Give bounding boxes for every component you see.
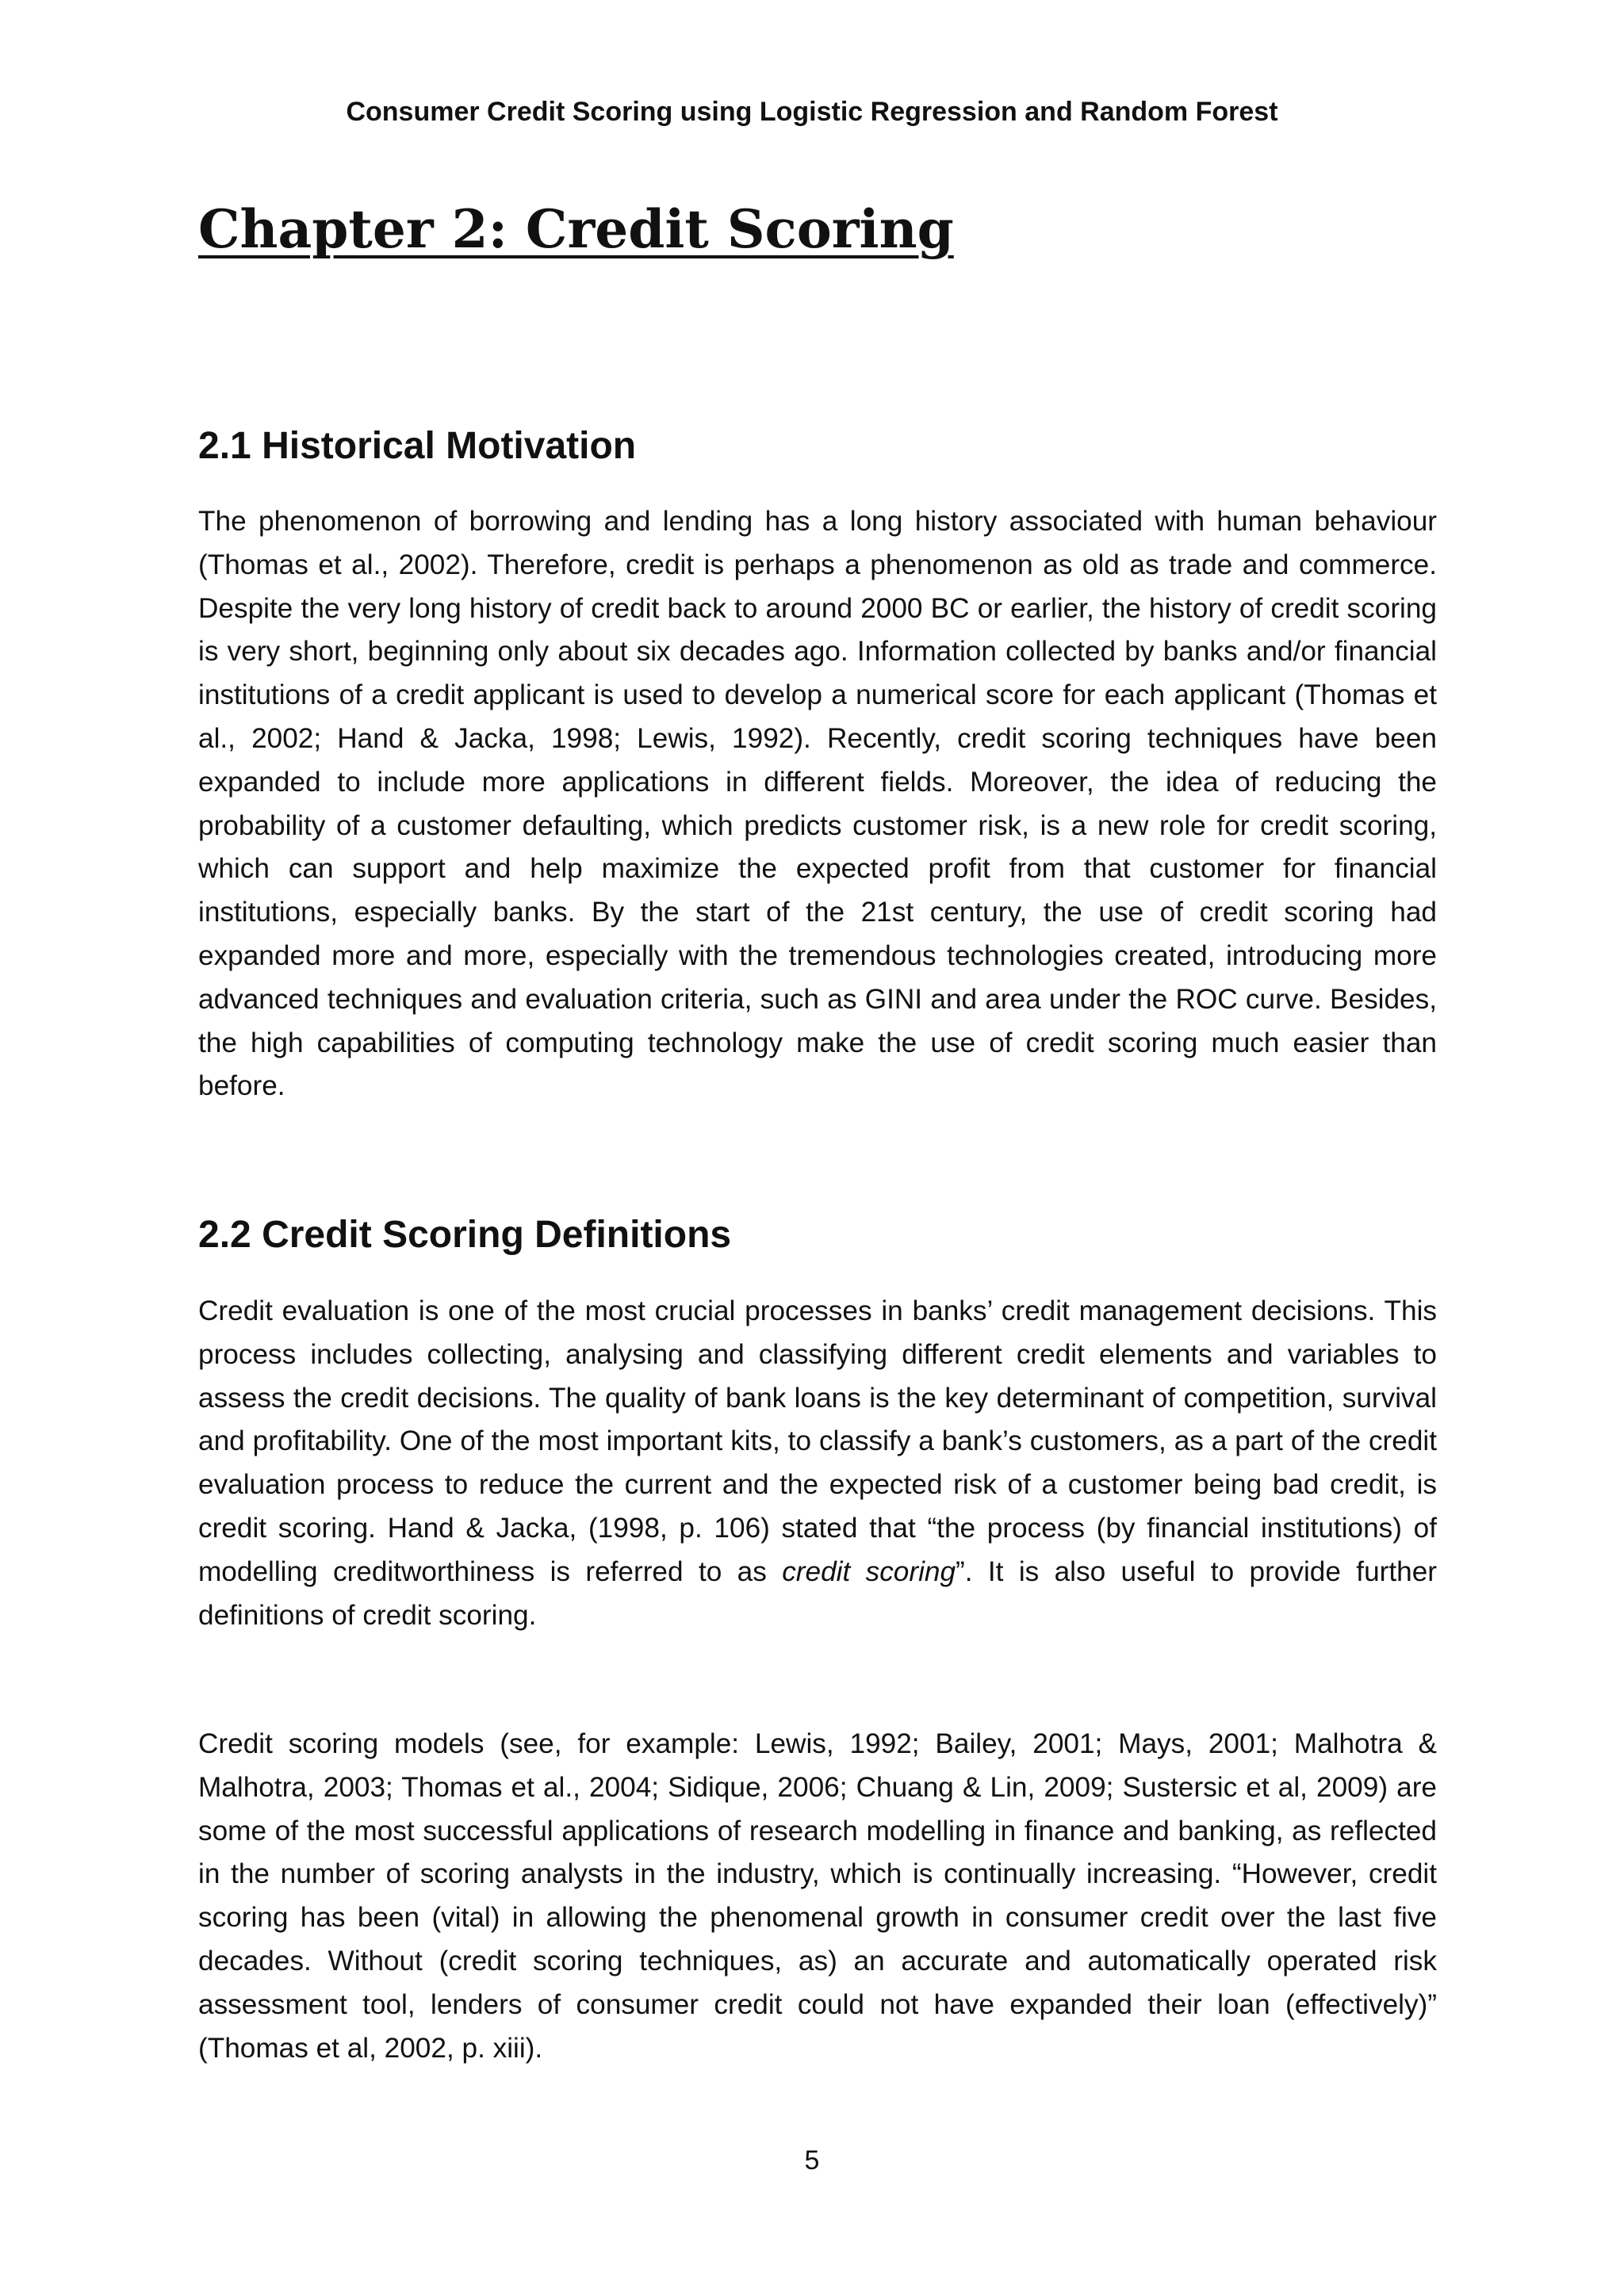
running-header: Consumer Credit Scoring using Logistic Regression and Random Forest	[346, 97, 1278, 127]
chapter-title: Chapter 2: Credit Scoring	[198, 198, 954, 260]
paragraph-text-segment: ”. It is also useful to provide further definitions of credit scoring.	[198, 1556, 1437, 1631]
italic-term-credit-scoring: credit scoring	[782, 1556, 956, 1587]
section-title-historical-motivation: 2.1 Historical Motivation	[198, 425, 637, 467]
paragraph-historical-motivation: The phenomenon of borrowing and lending has a long history associated with human behaviour (Thomas et al., 2002). Therefore, credit is perhaps a phenomenon as old as trade and commerce. Despite the very long history of credit back to around 2000 BC or earlier, the history of credit scoring is very short, beginning only about six decades ago. Information collected by banks and/or financial institutions of a credit applicant is used to develop a numerical score for each applicant (Thomas et al., 2002; Hand & Jacka, 1998; Lewis, 1992). Recently, credit scoring techniques have been expanded to include more applications in different fields. Moreover, the idea of reducing the probability of a customer defaulting, which predicts customer risk, is a new role for credit scoring, which can support and help maximize the expected profit from that customer for financial institutions, especially banks. By the start of the 21st century, the use of credit scoring had expanded more and more, especially with the tremendous technologies created, introducing more advanced techniques and evaluation criteria, such as GINI and area under the ROC curve. Besides, the high capabilities of computing technology make the use of credit scoring much easier than before.	[198, 506, 1437, 1102]
page-number: 5	[804, 2145, 820, 2175]
paragraph-credit-scoring-models: Credit scoring models (see, for example: Lewis, 1992; Bailey, 2001; Mays, 2001; Malhotra & Malhotra, 2003; Thomas et al., 2004; Sidique, 2006; Chuang & Lin, 2009; Sustersic et al, 2009) are some of the most successful applications of research modelling in finance and banking, as reflected in the number of scoring analysts in the industry, which is continually increasing. “However, credit scoring has been (vital) in allowing the phenomenal growth in consumer credit over the last five decades. Without (credit scoring techniques, as) an accurate and automatically operated risk assessment tool, lenders of consumer credit could not have expanded their loan (effectively)” (Thomas et al, 2002, p. xiii).	[198, 1728, 1437, 2064]
paragraph-credit-evaluation	[198, 1290, 1437, 1637]
paragraph-text-segment: Credit evaluation is one of the most crucial processes in banks’ credit management decisions. This process includes collecting, analysing and classifying different credit elements and variables to assess the credit decisions. The quality of bank loans is the key determinant of competition, survival and profitability. One of the most important kits, to classify a bank’s customers, as a part of the credit evaluation process to reduce the current and the expected risk of a customer being bad credit, is credit scoring. Hand & Jacka, (1998, p. 106) stated that “the process (by financial institutions) of modelling creditworthiness is referred to as	[198, 1295, 1437, 1587]
section-title-credit-scoring-definitions: 2.2 Credit Scoring Definitions	[198, 1214, 732, 1256]
